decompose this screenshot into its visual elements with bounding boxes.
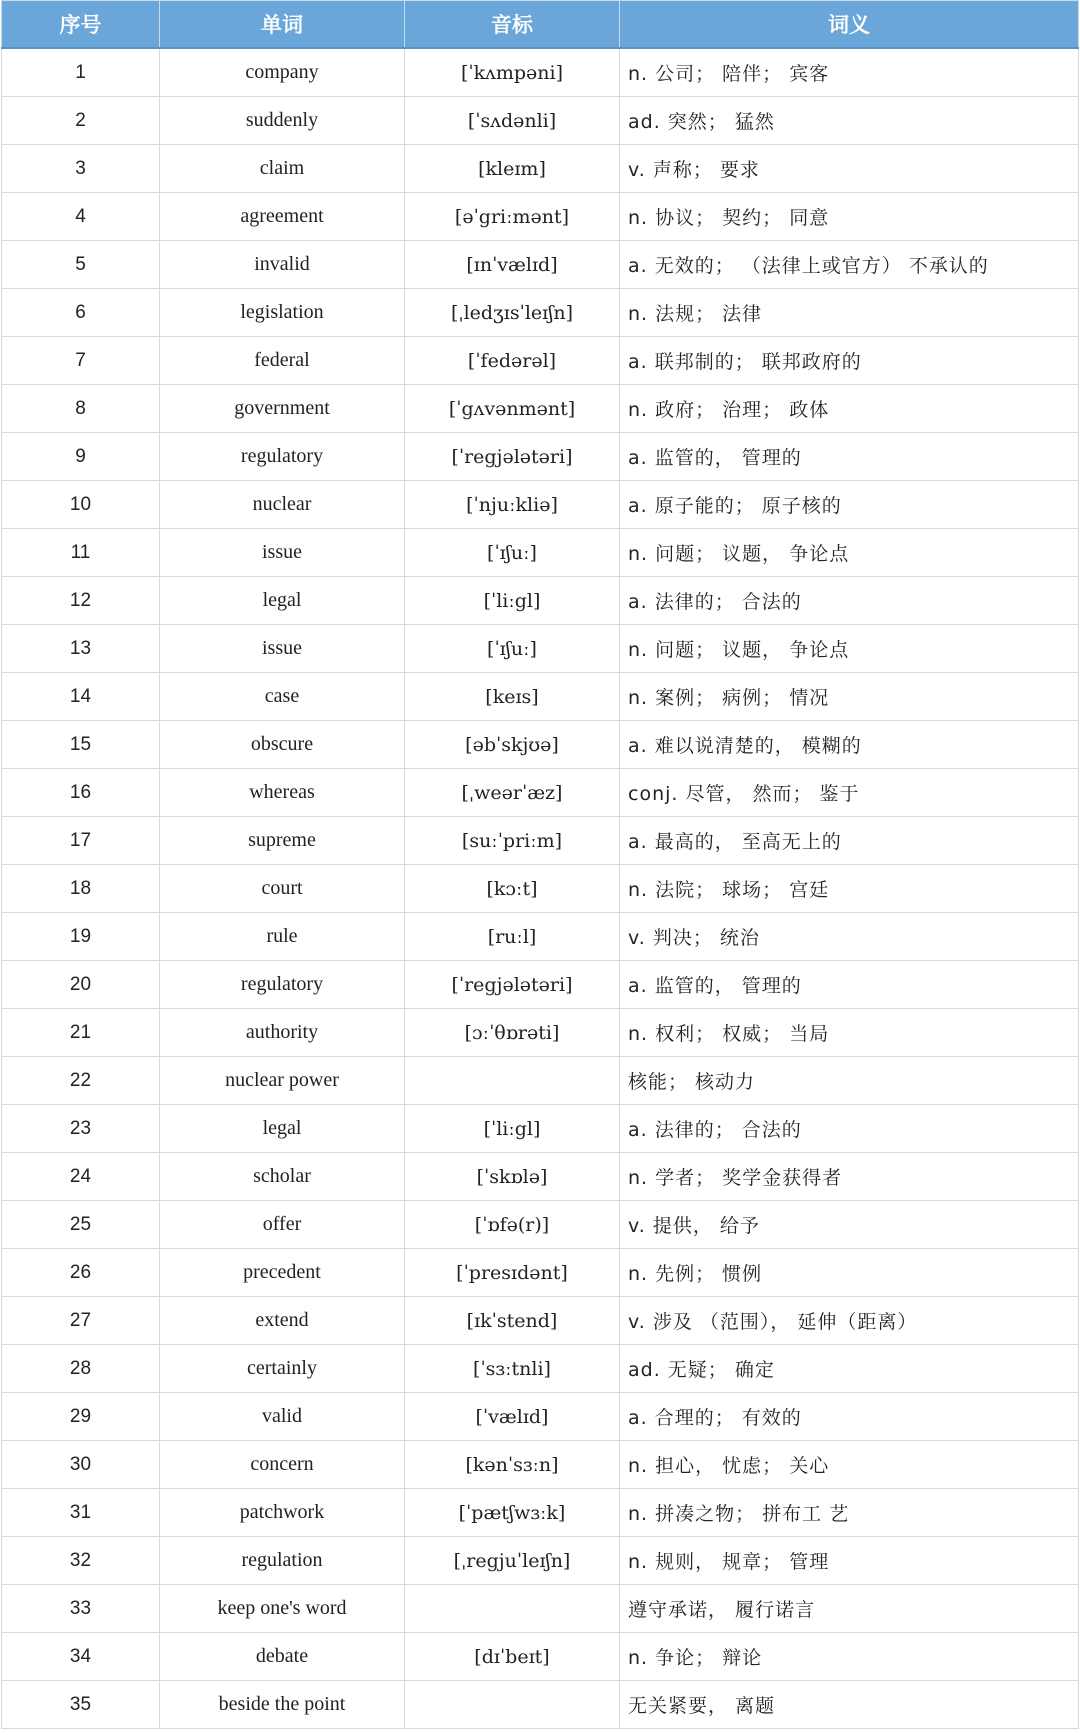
table-row [2,1105,1079,1153]
row-word: supreme [160,817,405,865]
table-row [2,1537,1079,1585]
table-row [2,961,1079,1009]
row-definition: 遵守承诺， 履行诺言 [620,1585,1079,1633]
row-phonetic: [əbˈskjʊə] [405,721,620,769]
row-definition: n. 案例； 病例； 情况 [620,673,1079,721]
row-definition: n. 公司； 陪伴； 宾客 [620,48,1079,97]
row-word: certainly [160,1345,405,1393]
row-word: keep one's word [160,1585,405,1633]
row-phonetic: [ɪnˈvælɪd] [405,241,620,289]
row-phonetic: [ˈnjuːkliə] [405,481,620,529]
table-body [2,48,1079,1729]
row-number: 34 [2,1633,160,1681]
row-phonetic: [ˈregjələtəri] [405,961,620,1009]
row-word: scholar [160,1153,405,1201]
row-definition: n. 法规； 法律 [620,289,1079,337]
table-row [2,337,1079,385]
row-word: patchwork [160,1489,405,1537]
row-word: legal [160,577,405,625]
row-phonetic: [ˌweərˈæz] [405,769,620,817]
row-word: regulatory [160,433,405,481]
row-phonetic [405,1585,620,1633]
table-row [2,625,1079,673]
row-phonetic [405,1681,620,1729]
row-number: 19 [2,913,160,961]
table-row [2,769,1079,817]
row-definition: n. 拼凑之物； 拼布工 艺 [620,1489,1079,1537]
row-number: 33 [2,1585,160,1633]
row-word: federal [160,337,405,385]
row-number: 13 [2,625,160,673]
table-row [2,721,1079,769]
row-number: 31 [2,1489,160,1537]
table-row [2,1249,1079,1297]
row-word: invalid [160,241,405,289]
row-number: 24 [2,1153,160,1201]
row-number: 5 [2,241,160,289]
row-phonetic: [ruːl] [405,913,620,961]
row-number: 30 [2,1441,160,1489]
row-number: 15 [2,721,160,769]
header-phonetic: 音标 [405,1,620,49]
row-phonetic: [ˈskɒlə] [405,1153,620,1201]
row-number: 20 [2,961,160,1009]
row-definition: ad. 突然； 猛然 [620,97,1079,145]
row-word: nuclear [160,481,405,529]
row-number: 21 [2,1009,160,1057]
row-definition: n. 争论； 辩论 [620,1633,1079,1681]
row-definition: n. 政府； 治理； 政体 [620,385,1079,433]
table-row [2,1153,1079,1201]
row-definition: 无关紧要， 离题 [620,1681,1079,1729]
row-word: regulation [160,1537,405,1585]
table-row [2,289,1079,337]
row-number: 11 [2,529,160,577]
row-definition: n. 学者； 奖学金获得者 [620,1153,1079,1201]
row-definition: v. 涉及 （范围）， 延伸（距离） [620,1297,1079,1345]
row-definition: n. 问题； 议题， 争论点 [620,529,1079,577]
table-row [2,1585,1079,1633]
row-word: legal [160,1105,405,1153]
table-row [2,1297,1079,1345]
table-row [2,529,1079,577]
row-word: case [160,673,405,721]
row-word: claim [160,145,405,193]
row-number: 14 [2,673,160,721]
row-definition: a. 法律的； 合法的 [620,1105,1079,1153]
row-word: extend [160,1297,405,1345]
row-phonetic: [ˌregjuˈleɪʃn] [405,1537,620,1585]
row-definition: v. 声称； 要求 [620,145,1079,193]
row-phonetic: [ˈsɜːtnli] [405,1345,620,1393]
row-definition: a. 无效的； （法律上或官方） 不承认的 [620,241,1079,289]
row-number: 10 [2,481,160,529]
table-row [2,48,1079,97]
row-word: authority [160,1009,405,1057]
row-definition: 核能； 核动力 [620,1057,1079,1105]
row-phonetic: [ˈkʌmpəni] [405,48,620,97]
row-number: 28 [2,1345,160,1393]
table-row [2,865,1079,913]
row-number: 29 [2,1393,160,1441]
row-phonetic: [kɔːt] [405,865,620,913]
row-phonetic: [ˈpresɪdənt] [405,1249,620,1297]
table-row [2,1633,1079,1681]
header-row [2,1,1079,49]
row-phonetic [405,1057,620,1105]
row-word: issue [160,529,405,577]
table-row [2,1345,1079,1393]
row-definition: a. 最高的， 至高无上的 [620,817,1079,865]
row-word: suddenly [160,97,405,145]
table-header [2,1,1079,49]
row-definition: conj. 尽管， 然而； 鉴于 [620,769,1079,817]
table-row [2,1201,1079,1249]
row-phonetic: [əˈgriːmənt] [405,193,620,241]
row-number: 35 [2,1681,160,1729]
row-definition: a. 原子能的； 原子核的 [620,481,1079,529]
row-phonetic: [ˈregjələtəri] [405,433,620,481]
row-number: 25 [2,1201,160,1249]
row-number: 16 [2,769,160,817]
row-number: 23 [2,1105,160,1153]
header-definition: 词义 [620,1,1079,49]
row-definition: a. 监管的， 管理的 [620,433,1079,481]
row-phonetic: [dɪˈbeɪt] [405,1633,620,1681]
row-definition: n. 先例； 惯例 [620,1249,1079,1297]
table-row [2,817,1079,865]
row-word: legislation [160,289,405,337]
row-word: whereas [160,769,405,817]
row-definition: n. 担心， 忧虑； 关心 [620,1441,1079,1489]
table-row [2,433,1079,481]
row-number: 8 [2,385,160,433]
row-word: nuclear power [160,1057,405,1105]
row-number: 26 [2,1249,160,1297]
row-phonetic: [ˈgʌvənmənt] [405,385,620,433]
row-phonetic: [ˈɪʃuː] [405,625,620,673]
row-definition: a. 难以说清楚的， 模糊的 [620,721,1079,769]
table-row [2,1393,1079,1441]
row-phonetic: [ˈɪʃuː] [405,529,620,577]
row-word: debate [160,1633,405,1681]
row-number: 6 [2,289,160,337]
table-row [2,1489,1079,1537]
row-number: 32 [2,1537,160,1585]
row-phonetic: [kleɪm] [405,145,620,193]
row-word: company [160,48,405,97]
row-definition: n. 权利； 权威； 当局 [620,1009,1079,1057]
row-phonetic: [ˈɒfə(r)] [405,1201,620,1249]
table-row [2,97,1079,145]
row-number: 17 [2,817,160,865]
row-word: government [160,385,405,433]
row-phonetic: [ˌledʒɪsˈleɪʃn] [405,289,620,337]
row-number: 3 [2,145,160,193]
row-phonetic: [ˈpætʃwɜːk] [405,1489,620,1537]
row-definition: a. 合理的； 有效的 [620,1393,1079,1441]
table-row [2,1441,1079,1489]
row-phonetic: [ɪkˈstend] [405,1297,620,1345]
table-row [2,913,1079,961]
row-word: precedent [160,1249,405,1297]
row-number: 7 [2,337,160,385]
row-phonetic: [suːˈpriːm] [405,817,620,865]
header-number: 序号 [2,1,160,49]
table-row [2,673,1079,721]
row-phonetic: [ˈliːgl] [405,1105,620,1153]
row-definition: v. 判决； 统治 [620,913,1079,961]
row-word: issue [160,625,405,673]
row-number: 18 [2,865,160,913]
row-definition: n. 问题； 议题， 争论点 [620,625,1079,673]
row-word: court [160,865,405,913]
vocabulary-table [1,0,1079,1729]
table-row [2,145,1079,193]
row-word: offer [160,1201,405,1249]
table-row [2,193,1079,241]
row-phonetic: [keɪs] [405,673,620,721]
row-number: 4 [2,193,160,241]
row-word: valid [160,1393,405,1441]
row-number: 9 [2,433,160,481]
table-row [2,1681,1079,1729]
row-definition: a. 监管的， 管理的 [620,961,1079,1009]
row-word: agreement [160,193,405,241]
row-definition: n. 协议； 契约； 同意 [620,193,1079,241]
row-phonetic: [ˈfedərəl] [405,337,620,385]
row-number: 1 [2,48,160,97]
row-word: obscure [160,721,405,769]
table-row [2,241,1079,289]
row-definition: ad. 无疑； 确定 [620,1345,1079,1393]
header-word: 单词 [160,1,405,49]
row-phonetic: [ˈvælɪd] [405,1393,620,1441]
table-row [2,1009,1079,1057]
table-row [2,1057,1079,1105]
row-number: 22 [2,1057,160,1105]
row-number: 2 [2,97,160,145]
row-word: concern [160,1441,405,1489]
row-phonetic: [ˈliːgl] [405,577,620,625]
row-number: 12 [2,577,160,625]
row-phonetic: [kənˈsɜːn] [405,1441,620,1489]
row-word: rule [160,913,405,961]
row-definition: a. 法律的； 合法的 [620,577,1079,625]
row-number: 27 [2,1297,160,1345]
row-definition: a. 联邦制的； 联邦政府的 [620,337,1079,385]
row-definition: v. 提供， 给予 [620,1201,1079,1249]
row-phonetic: [ɔːˈθɒrəti] [405,1009,620,1057]
table-row [2,481,1079,529]
row-phonetic: [ˈsʌdənli] [405,97,620,145]
table-row [2,577,1079,625]
row-word: beside the point [160,1681,405,1729]
row-definition: n. 法院； 球场； 宫廷 [620,865,1079,913]
table-row [2,385,1079,433]
row-definition: n. 规则， 规章； 管理 [620,1537,1079,1585]
row-word: regulatory [160,961,405,1009]
